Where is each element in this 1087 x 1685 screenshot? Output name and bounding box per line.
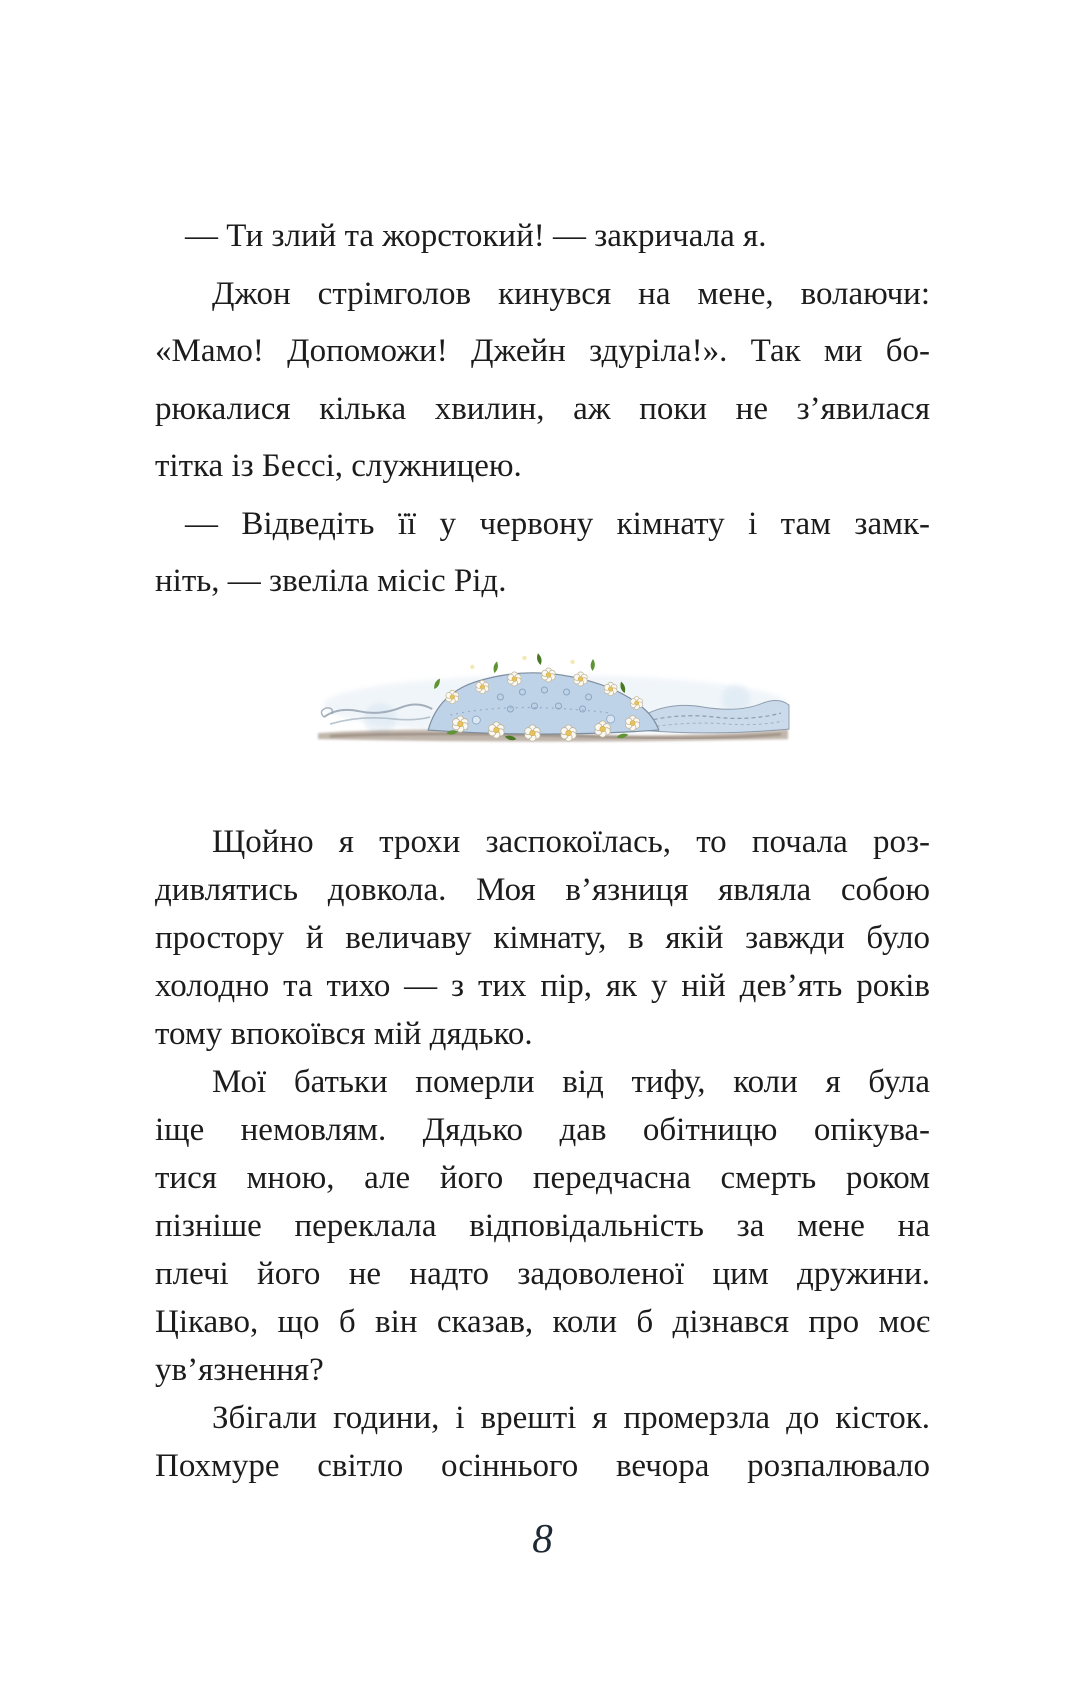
- paragraph-narrative-4: [155, 1394, 930, 1490]
- text-line: рюкалися кілька хвилин, аж поки не з’явилася: [155, 390, 930, 427]
- text-line: тітка із Бессі, служницею.: [155, 448, 522, 484]
- paragraph-narrative-2: [155, 818, 930, 1058]
- text-line: Збігали години, і врешті я промерзла до кісток.: [212, 1400, 930, 1436]
- paragraph-narrative-3: [155, 1058, 930, 1394]
- text-line: Мої батьки померли від тифу, коли я була: [212, 1064, 930, 1100]
- paragraph-dialogue-2: [155, 496, 930, 611]
- text-line: ув’язнення?: [155, 1352, 324, 1388]
- text-line: — Відведіть її у червону кімнату і там замк-: [185, 505, 930, 542]
- text-line: тому впокоївся мій дядько.: [155, 1016, 533, 1052]
- text-line: іще немовлям. Дядько дав обітницю опікува-: [155, 1112, 930, 1148]
- text-line: Цікаво, що б він сказав, коли б дізнався про моє: [155, 1304, 930, 1340]
- text-line: дивлятись довкола. Моя в’язниця являла собою: [155, 872, 930, 908]
- paragraph-narrative-1: [155, 266, 930, 496]
- text-line: Джон стрімголов кинувся на мене, волаючи:: [212, 275, 930, 312]
- text-line: «Мамо! Допоможи! Джейн здуріла!». Так ми бо-: [155, 333, 930, 369]
- text-line: пізніше переклала відповідальність за мене на: [155, 1208, 930, 1244]
- text-line: тися мною, але його передчасна смерть роком: [155, 1160, 930, 1196]
- text-block-bottom: [155, 818, 930, 1490]
- paragraph-dialogue-1: [155, 208, 930, 266]
- text-line: холодно та тихо — з тих пір, як у ній дев’ять років: [155, 968, 930, 1004]
- text-line: простору й величаву кімнату, в якій завжди було: [155, 920, 930, 956]
- page-number: 8: [532, 1515, 553, 1561]
- text-block-top: [155, 208, 930, 611]
- text-line: — Ти злий та жорстокий! — закричала я.: [185, 218, 767, 254]
- text-line: ніть, — звеліла місіс Рід.: [155, 563, 507, 599]
- text-line: плечі його не надто задоволеної цим дружини.: [155, 1256, 930, 1292]
- text-line: Щойно я трохи заспокоїлась, то почала роз-: [212, 824, 930, 860]
- flower-garland-illustration: [310, 636, 796, 744]
- text-line: Похмуре світло осіннього вечора розпалювало: [155, 1448, 930, 1484]
